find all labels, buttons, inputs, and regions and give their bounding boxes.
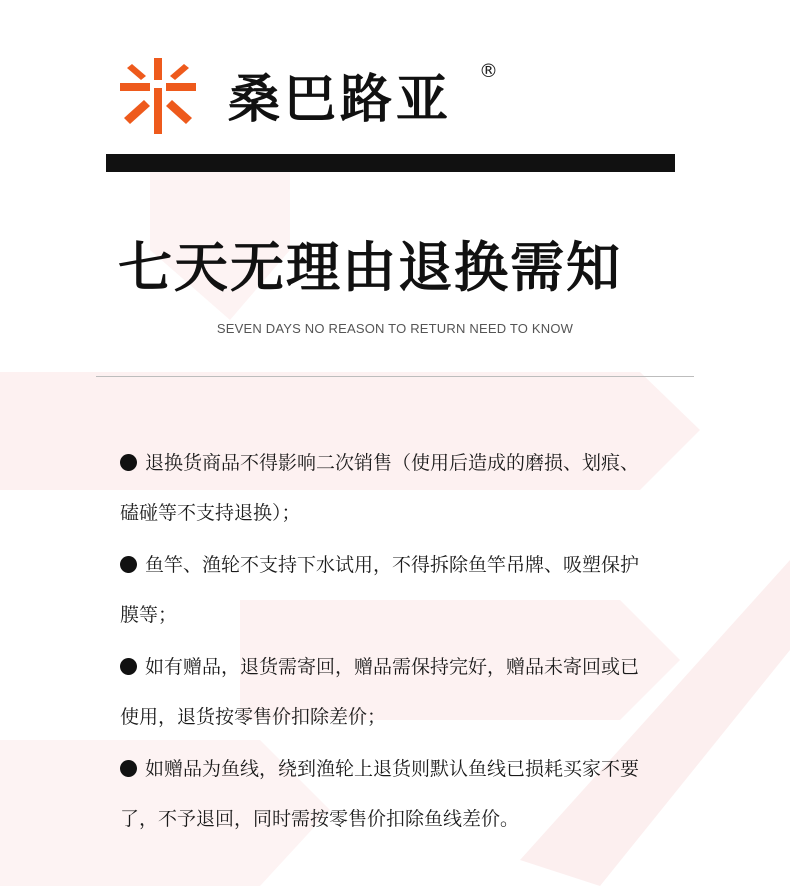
rule-line: 磕碰等不支持退换）； [120,502,301,524]
orange-asterisk-logo-icon [120,58,196,134]
rule-text: 如有赠品，退货需寄回，赠品需保持完好，赠品未寄回或已 [145,656,640,678]
rule-item [120,438,680,538]
rule-item [120,540,680,640]
rule-line [120,642,680,692]
bullet-icon [120,760,137,777]
brand-name: 桑巴路亚 [228,70,453,130]
rule-line [120,438,680,488]
header-divider-bar [106,154,675,172]
bullet-icon [120,556,137,573]
rule-text: 鱼竿、渔轮不支持下水试用，不得拆除鱼竿吊牌、吸塑保护 [145,554,640,576]
rule-item [120,642,680,742]
rule-item [120,744,680,844]
section-divider [96,376,694,377]
rule-line: 使用，退货按零售价扣除差价； [120,706,387,728]
rule-text: 如赠品为鱼线，绕到渔轮上退货则默认鱼线已损耗买家不要 [145,758,640,780]
bullet-icon [120,658,137,675]
rule-line: 膜等； [120,604,178,626]
rule-line [120,744,680,794]
bullet-icon [120,454,137,471]
registered-mark: ® [479,60,498,82]
page-title: 七天无理由退换需知 [118,236,622,299]
rule-line: 了，不予退回，同时需按零售价扣除鱼线差价。 [120,808,520,830]
rule-line [120,540,680,590]
rule-text: 退换货商品不得影响二次销售（使用后造成的磨损、划痕、 [145,452,640,474]
page-subtitle: SEVEN DAYS NO REASON TO RETURN NEED TO KNOW [216,321,574,336]
